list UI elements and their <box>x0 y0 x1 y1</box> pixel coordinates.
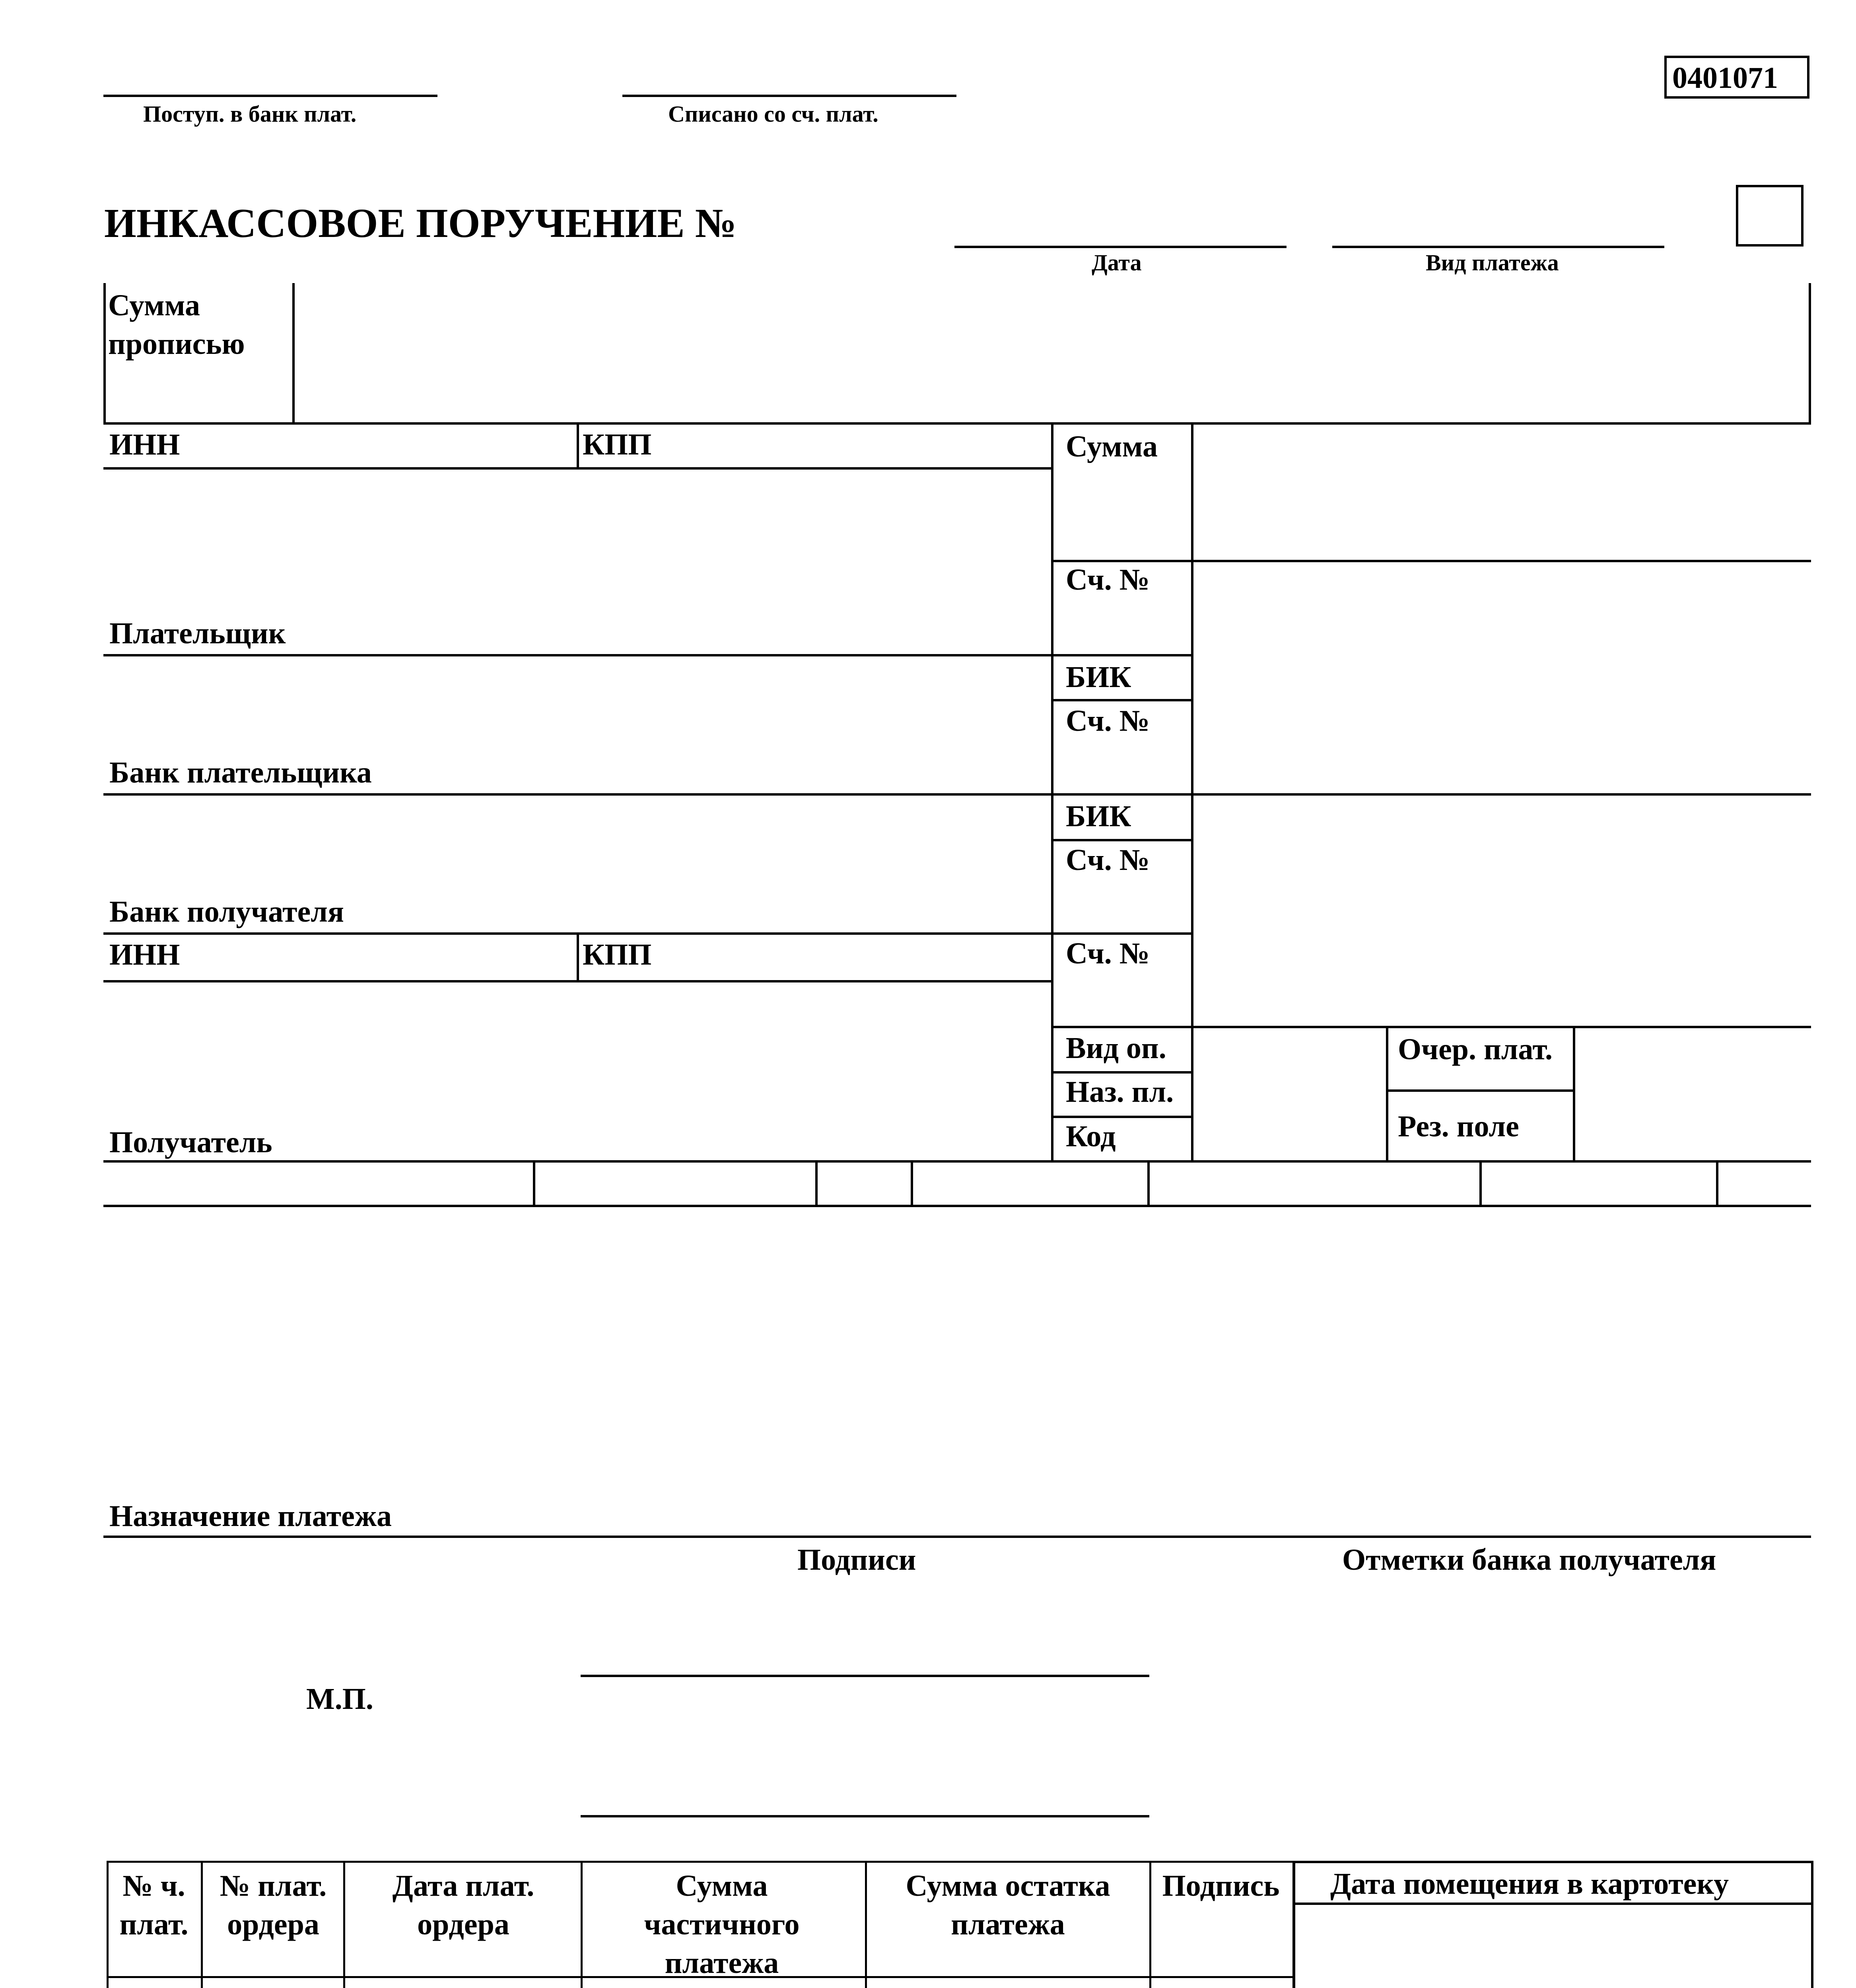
table-cell[interactable] <box>344 1977 582 1988</box>
payer-bank-bik-label: БИК <box>1066 660 1131 694</box>
recipient-bank-bik-label: БИК <box>1066 800 1131 833</box>
recipient-inn-label: ИНН <box>109 938 180 971</box>
tax-field-divider <box>1147 1160 1150 1206</box>
stamp-label: М.П. <box>306 1682 373 1716</box>
payer-account-label: Сч. № <box>1066 563 1150 596</box>
recipient-bank-account-label: Сч. № <box>1066 843 1150 877</box>
col-partial-amount: Сумма частичного платежа <box>644 1869 800 1980</box>
table-cell[interactable] <box>108 1977 202 1988</box>
recipient-kpp-label: КПП <box>583 938 652 971</box>
reserve-field-label: Рез. поле <box>1398 1110 1519 1143</box>
table-cell[interactable] <box>866 1977 1151 1988</box>
payer-label: Плательщик <box>109 617 286 650</box>
payment-type-caption: Вид платежа <box>1426 250 1559 276</box>
recipient-label: Получатель <box>109 1126 272 1159</box>
signature-line-1[interactable] <box>581 1675 1149 1677</box>
payment-priority-label: Очер. плат. <box>1398 1033 1553 1066</box>
recipient-bank-label: Банк получателя <box>109 895 344 928</box>
received-label: Поступ. в банк плат. <box>143 101 357 127</box>
payment-purpose-code-label: Наз. пл. <box>1066 1075 1174 1109</box>
amount-in-words-label: Сумма прописью <box>108 289 245 361</box>
tax-field-divider <box>1479 1160 1482 1206</box>
document-title: ИНКАССОВОЕ ПОРУЧЕНИЕ № <box>104 200 737 246</box>
file-date-label: Дата помещения в картотеку <box>1330 1867 1729 1901</box>
col-partial-no: № ч. плат. <box>119 1869 189 1941</box>
recipient-bank-marks-label: Отметки банка получателя <box>1342 1543 1716 1576</box>
amount-in-words-field[interactable] <box>294 283 1807 422</box>
table-cell[interactable] <box>1151 1977 1294 1988</box>
date-caption: Дата <box>1092 250 1142 276</box>
date-field-line[interactable] <box>954 246 1287 248</box>
col-remaining-amount: Сумма остатка платежа <box>906 1869 1110 1941</box>
code-label: Код <box>1066 1120 1116 1153</box>
tax-field-divider <box>911 1160 913 1206</box>
form-code: 0401071 <box>1672 61 1778 95</box>
tax-field-divider <box>1716 1160 1718 1206</box>
payer-kpp-label: КПП <box>583 428 652 461</box>
payment-type-line[interactable] <box>1332 246 1664 248</box>
debited-label: Списано со сч. плат. <box>668 101 878 127</box>
payer-bank-label: Банк плательщика <box>109 756 372 789</box>
table-cell[interactable] <box>202 1977 344 1988</box>
payer-inn-label: ИНН <box>109 428 180 461</box>
payment-purpose-label: Назначение платежа <box>109 1499 392 1533</box>
tax-field-divider <box>815 1160 818 1206</box>
payer-bank-account-label: Сч. № <box>1066 704 1150 738</box>
operation-type-label: Вид оп. <box>1066 1031 1166 1065</box>
col-order-no: № плат. ордера <box>220 1869 327 1941</box>
amount-label: Сумма <box>1066 430 1158 463</box>
col-signature: Подпись <box>1162 1869 1280 1903</box>
tax-field-divider <box>533 1160 535 1206</box>
signatures-title: Подписи <box>797 1543 916 1576</box>
signature-line-2[interactable] <box>581 1815 1149 1817</box>
status-checkbox[interactable] <box>1736 185 1804 247</box>
received-date-line[interactable] <box>103 95 437 97</box>
debited-date-line[interactable] <box>622 95 956 97</box>
recipient-account-label: Сч. № <box>1066 937 1150 970</box>
col-order-date: Дата плат. ордера <box>392 1869 534 1941</box>
